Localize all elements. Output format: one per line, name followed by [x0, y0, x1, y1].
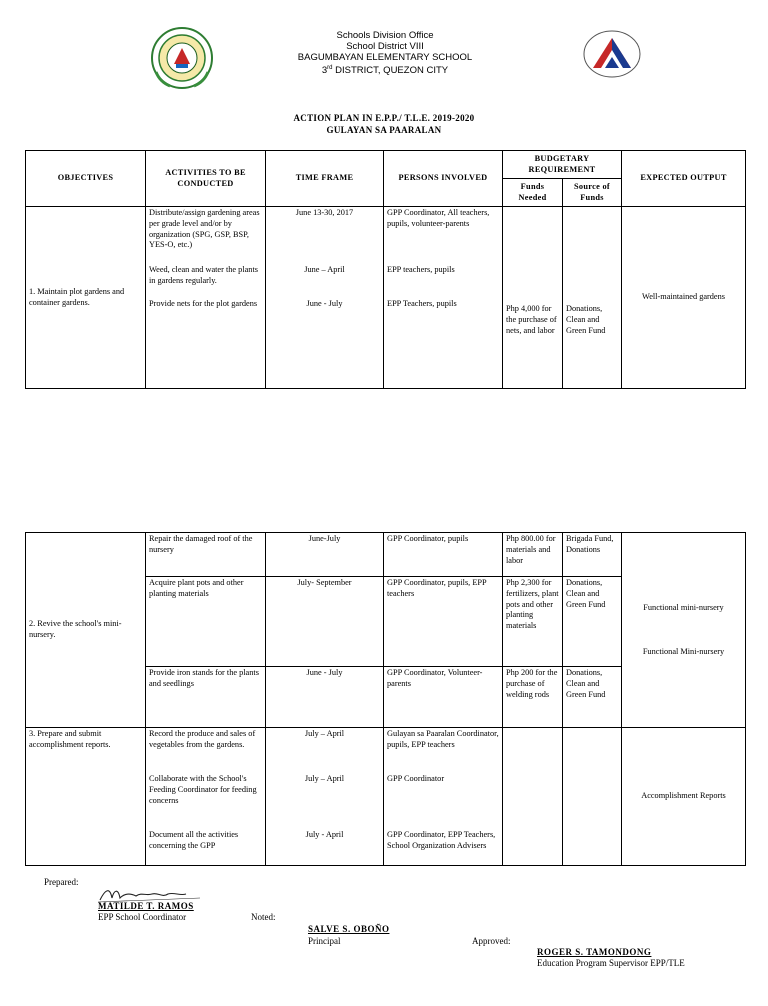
header-funds-needed: Funds Needed — [503, 179, 563, 207]
header-activities: ACTIVITIES TO BE CONDUCTED — [146, 151, 266, 207]
school-header — [230, 30, 540, 76]
time-item: June 13-30, 2017 — [295, 208, 354, 217]
prepared-by-name: MATILDE T. RAMOS — [98, 901, 194, 911]
header-division: Schools Division Office — [336, 30, 434, 41]
time-frame-cell: July- September — [266, 577, 384, 667]
noted-label: Noted: — [251, 912, 276, 922]
activities-cell — [146, 207, 266, 389]
source-of-funds-cell: Donations, Clean and Green Fund — [563, 207, 622, 389]
time-item: June – April — [304, 265, 345, 274]
header-time-frame: TIME FRAME — [266, 151, 384, 207]
noted-by-position: Principal — [308, 936, 341, 946]
persons-item: GPP Coordinator — [387, 774, 445, 783]
action-plan-table-2 — [25, 532, 746, 866]
funds-needed-cell: Php 800.00 for materials and labor — [503, 533, 563, 577]
activity-item: Collaborate with the School's Feeding Coordinator for feeding concerns — [149, 774, 257, 805]
activity-item: Record the produce and sales of vegetables from the gardens. — [149, 729, 256, 749]
persons-cell: GPP Coordinator, Volunteer-parents — [384, 667, 503, 728]
time-frame-cell — [266, 207, 384, 389]
header-city: 3rd DISTRICT, QUEZON CITY — [321, 65, 449, 77]
time-frame-cell — [266, 728, 384, 866]
activity-item: Weed, clean and water the plants in gardens regularly. — [149, 265, 258, 285]
prepared-label: Prepared: — [44, 877, 79, 887]
header-school-name: BAGUMBAYAN ELEMENTARY SCHOOL — [297, 52, 473, 63]
header-expected-output: EXPECTED OUTPUT — [622, 151, 746, 207]
header-district: School District VIII — [346, 41, 424, 52]
activity-item: Distribute/assign gardening areas per grade level and/or by organization (SPG, GSP, BSP, YES-O, etc.) — [149, 208, 260, 250]
noted-by-name: SALVE S. OBOÑO — [308, 924, 390, 934]
persons-cell: GPP Coordinator, pupils — [384, 533, 503, 577]
action-plan-table-1 — [25, 150, 746, 389]
persons-item: EPP teachers, pupils — [387, 265, 455, 274]
activities-cell — [146, 728, 266, 866]
prepared-by-position: EPP School Coordinator — [98, 912, 187, 922]
funds-needed-cell — [503, 728, 563, 866]
source-of-funds-cell: Donations, Clean and Green Fund — [563, 577, 622, 667]
persons-item: Gulayan sa Paaralan Coordinator, pupils, EPP teachers — [387, 729, 499, 749]
activity-cell: Acquire plant pots and other planting materials — [146, 577, 266, 667]
deped-logo — [583, 30, 641, 78]
expected-output-cell: Functional mini-nursery Functional Mini-nursery — [622, 533, 746, 728]
header-objectives: OBJECTIVES — [26, 151, 146, 207]
document-subtitle: GULAYAN SA PAARALAN — [326, 125, 442, 135]
time-item: July – April — [304, 729, 345, 738]
header-persons-involved: PERSONS INVOLVED — [384, 151, 503, 207]
source-of-funds-cell: Donations, Clean and Green Fund — [563, 667, 622, 728]
school-seal-logo — [150, 26, 214, 90]
funds-needed-cell: Php 4,000 for the purchase of nets, and labor — [503, 207, 563, 389]
funds-needed-cell: Php 2,300 for fertilizers, plant pots and other planting materials — [503, 577, 563, 667]
objective-cell: 1. Maintain plot gardens and container gardens. — [26, 207, 146, 389]
activity-item: Provide nets for the plot gardens — [149, 299, 258, 308]
time-item: June - July — [306, 299, 343, 308]
document-title: ACTION PLAN IN E.P.P./ T.L.E. 2019-2020 — [293, 113, 475, 123]
time-item: July - April — [305, 830, 344, 839]
funds-needed-cell: Php 200 for the purchase of welding rods — [503, 667, 563, 728]
time-frame-cell: June - July — [266, 667, 384, 728]
source-of-funds-cell — [563, 728, 622, 866]
approved-by-position: Education Program Supervisor EPP/TLE — [537, 958, 685, 968]
approved-label: Approved: — [472, 936, 511, 946]
expected-output-cell: Accomplishment Reports — [622, 728, 746, 866]
persons-item: GPP Coordinator, All teachers, pupils, volunteer-parents — [387, 208, 490, 228]
persons-cell — [384, 207, 503, 389]
expected-output-cell: Well-maintained gardens — [622, 207, 746, 389]
activity-cell: Repair the damaged roof of the nursery — [146, 533, 266, 577]
objective-cell: 3. Prepare and submit accomplishment reports. — [26, 728, 146, 866]
time-frame-cell: June-July — [266, 533, 384, 577]
header-budgetary-requirement: BUDGETARY REQUIREMENT — [503, 151, 622, 179]
time-item: July – April — [304, 774, 345, 783]
approved-by-name: ROGER S. TAMONDONG — [537, 947, 652, 957]
persons-item: GPP Coordinator, EPP Teachers, School Organization Advisers — [387, 830, 496, 850]
activity-cell: Provide iron stands for the plants and seedlings — [146, 667, 266, 728]
persons-cell: GPP Coordinator, pupils, EPP teachers — [384, 577, 503, 667]
persons-item: EPP Teachers, pupils — [387, 299, 457, 308]
persons-cell — [384, 728, 503, 866]
source-of-funds-cell: Brigada Fund, Donations — [563, 533, 622, 577]
objective-cell: 2. Revive the school's mini-nursery. — [26, 533, 146, 728]
header-source-of-funds: Source of Funds — [563, 179, 622, 207]
activity-item: Document all the activities concerning the GPP — [149, 830, 239, 850]
